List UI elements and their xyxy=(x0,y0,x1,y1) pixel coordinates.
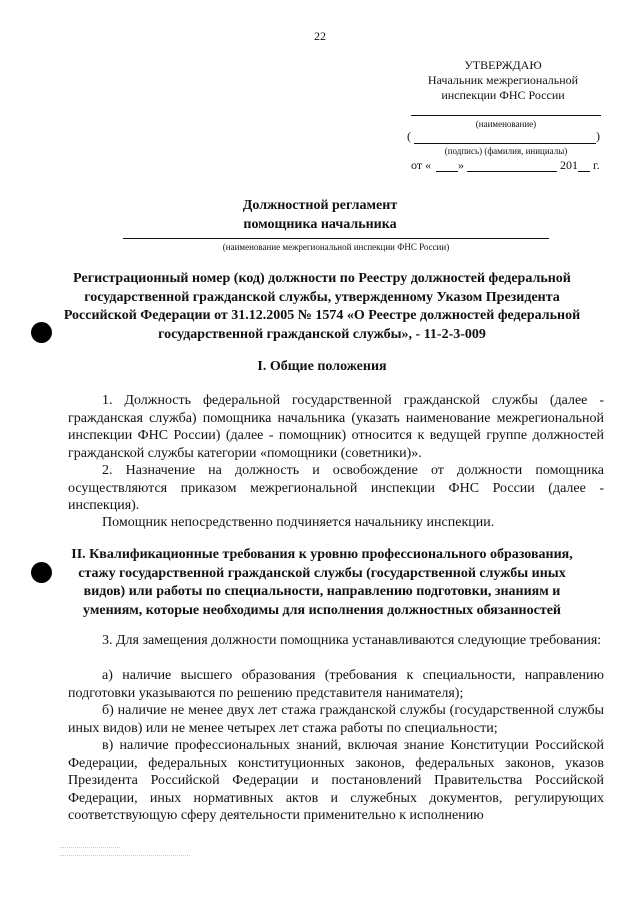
section2-paragraph3: 3. Для замещения должности помощника устанавливаются следующие требования: xyxy=(102,633,602,648)
date-year-line xyxy=(578,171,590,172)
section1-paragraph1: 1. Должность федеральной государственной гражданской службы (далее - гражданская служба) помощника начальника (указать наименование межрегиональной инспекции ФНС России) (далее - помощник) относится к ведущей группе должностей гражданской службы категории «помощники (советники)». xyxy=(68,393,604,461)
inspection-name-caption: (наименование межрегиональной инспекции ФНС России) xyxy=(222,242,450,252)
inspection-name-line xyxy=(123,238,549,239)
section2-item-b: б) наличие не менее двух лет стажа гражданской службы (государственной службы иных видов) или не менее четырех лет стажа работы по специальности; xyxy=(68,703,604,736)
approver-name-caption: (наименование) xyxy=(475,119,537,129)
registration-number: Регистрационный номер (код) должности по Реестру должностей федеральной государственной гражданской службы, утвержденному Указом Президента Российской Федерации от 31.12.2005 № 1574 «О Реестре должностей федеральной государственной гражданской службы», - 11-2-3-009 xyxy=(63,271,581,342)
section1-heading: I. Общие положения xyxy=(257,359,387,374)
date-year: 201 xyxy=(560,158,578,172)
approver-name-line xyxy=(411,115,601,116)
date-day-line xyxy=(436,171,458,172)
title-line1: Должностной регламент xyxy=(242,198,398,213)
punch-hole-top xyxy=(31,322,52,343)
date-month-line xyxy=(467,171,557,172)
punch-hole-bottom xyxy=(31,562,52,583)
approve-label: УТВЕРЖДАЮ xyxy=(464,58,542,72)
scan-stamp xyxy=(60,843,200,861)
date-quote-close: » xyxy=(458,158,464,172)
approver-position-line2: инспекции ФНС России xyxy=(441,88,565,102)
section1-paragraph2: 2. Назначение на должность и освобождение от должности помощника осуществляются приказом межрегиональной инспекции ФНС России (далее - инспекция). xyxy=(68,463,604,513)
approver-position-line1: Начальник межрегиональной xyxy=(427,73,579,87)
date-prefix: от « xyxy=(411,158,432,172)
section1-paragraph3: Помощник непосредственно подчиняется начальнику инспекции. xyxy=(102,515,495,530)
section2-item-c: в) наличие профессиональных знаний, включая знание Конституции Российской Федерации, федеральных конституционных законов, федеральных законов, указов Президента Российской Федерации и постановлений Правительства Российской Федерации, иных нормативных актов и служебных документов, регулирующих соответствующую сферу деятельности применительно к исполнению xyxy=(68,738,604,823)
page-number: 22 xyxy=(314,29,326,43)
date-year-suffix: г. xyxy=(593,158,600,172)
signature-paren-open: ( xyxy=(407,129,411,143)
approval-block xyxy=(418,58,588,103)
signature-caption: (подпись) (фамилия, инициалы) xyxy=(444,146,568,156)
section2-heading: II. Квалификационные требования к уровню профессионального образования, стажу государственной гражданской службы (государственной службы иных видов) или работы по специальности, направлению подготовки, знаниям и умениям, которые необходимы для исполнения должностных обязанностей xyxy=(71,547,573,618)
signature-paren-close: ) xyxy=(596,129,600,143)
title-line2: помощника начальника xyxy=(243,217,397,232)
document-title xyxy=(0,196,640,234)
signature-line xyxy=(414,143,596,144)
section2-item-a: а) наличие высшего образования (требования к специальности, направлению подготовки указываются по решению представителя нанимателя); xyxy=(68,668,604,701)
